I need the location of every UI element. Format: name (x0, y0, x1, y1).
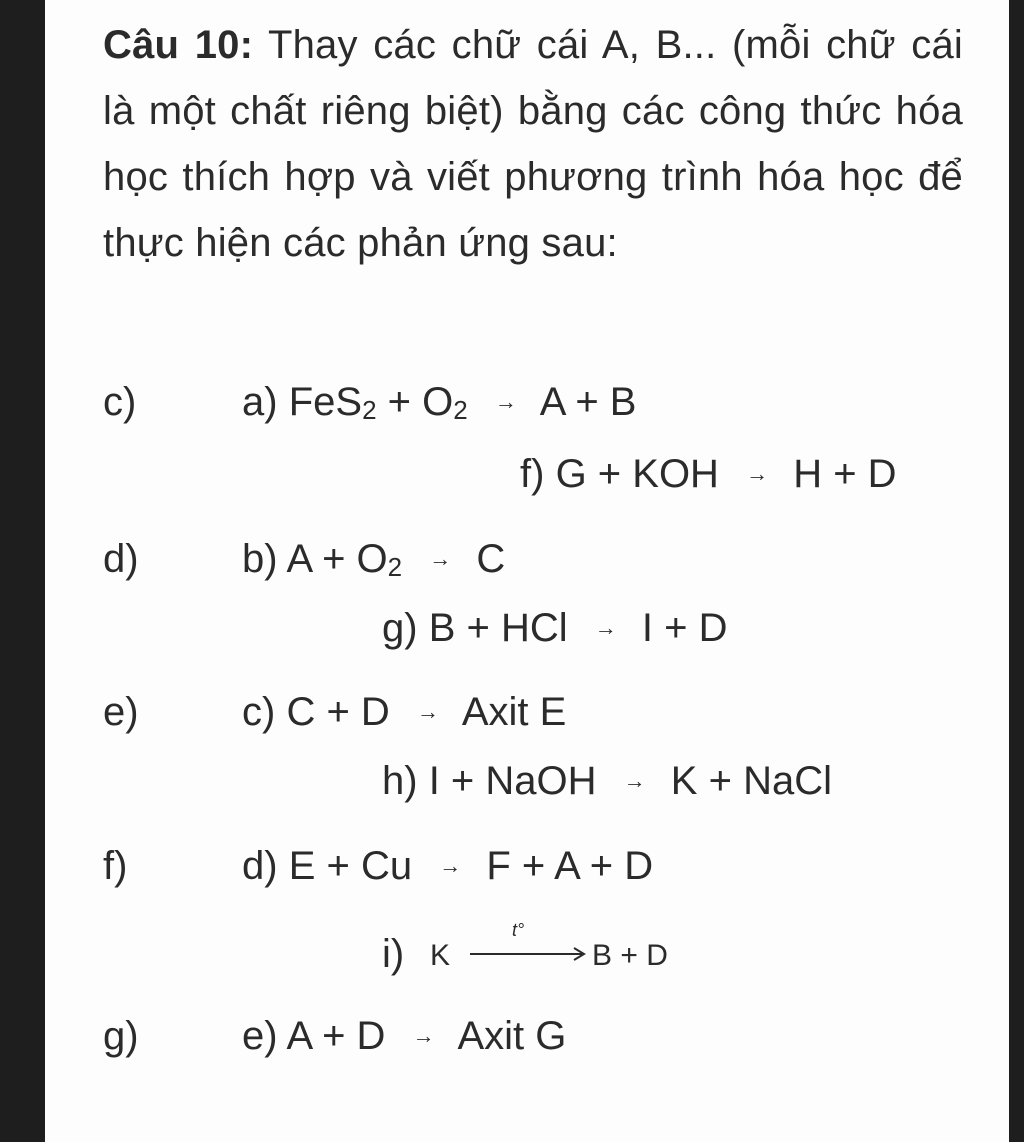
reaction-label: f) (520, 452, 545, 496)
products: K + NaCl (670, 759, 832, 803)
question-text: Thay các chữ cái A, B... (mỗi chữ cái là một chất riêng biệt) bằng các công thức hóa học thích hợp và viết phương trình hóa học để thực hiện các phản ứng sau: (103, 23, 963, 265)
products: Axit G (457, 1014, 567, 1058)
products: A + B (539, 380, 637, 424)
long-arrow-icon (470, 946, 590, 962)
reaction-h (382, 757, 832, 807)
question-label: Câu 10: (103, 23, 254, 67)
reaction-f (520, 450, 897, 500)
reaction-label: e) (242, 1014, 278, 1058)
reaction-condition: t° (512, 920, 525, 940)
reaction-label: d) (242, 844, 278, 888)
reaction-a (242, 378, 636, 428)
reaction-d (242, 842, 653, 892)
subscript: 2 (387, 552, 403, 582)
products: F + A + D (486, 844, 654, 888)
reaction-label: g) (382, 606, 418, 650)
reaction-label: b) (242, 537, 278, 581)
left-label-e: e) (103, 690, 139, 734)
reactants: I + NaOH (428, 759, 597, 803)
reaction-label: i) (382, 932, 405, 976)
reactants: B + HCl (428, 606, 568, 650)
reaction-g (382, 604, 727, 654)
products: C (476, 537, 506, 581)
left-label-g: g) (103, 1014, 139, 1058)
reactant: FeS (288, 380, 363, 424)
products: Axit E (461, 690, 567, 734)
reactants: A + D (286, 1014, 386, 1058)
reaction-label: h) (382, 759, 418, 803)
question-paragraph (103, 12, 963, 276)
reaction-arrow: → (594, 615, 617, 641)
reaction-arrow: → (416, 699, 439, 725)
subscript: 2 (453, 395, 468, 425)
left-label-d: d) (103, 537, 139, 581)
reactants: K (430, 939, 451, 972)
reaction-arrow: → (494, 389, 517, 415)
reaction-arrow: → (623, 768, 646, 794)
products: I + D (641, 606, 728, 650)
reaction-arrow: → (439, 853, 462, 879)
reactants: E + Cu (288, 844, 413, 888)
reaction-arrow: → (429, 546, 452, 572)
products: H + D (793, 452, 897, 496)
products: B + D (592, 939, 668, 972)
subscript: 2 (362, 395, 377, 425)
reaction-label: a) (242, 380, 278, 424)
reaction-e (242, 1012, 566, 1062)
reaction-arrow: → (746, 461, 769, 487)
reactant: + O (376, 380, 454, 424)
reactants: C + D (286, 690, 390, 734)
reaction-arrow: → (412, 1023, 435, 1049)
reactants: A + O (286, 537, 388, 581)
reaction-label: c) (242, 690, 276, 734)
reactants: G + KOH (555, 452, 719, 496)
reaction-c (242, 688, 566, 738)
left-label-f: f) (103, 844, 128, 888)
left-label-c: c) (103, 380, 137, 424)
reaction-b (242, 535, 505, 585)
